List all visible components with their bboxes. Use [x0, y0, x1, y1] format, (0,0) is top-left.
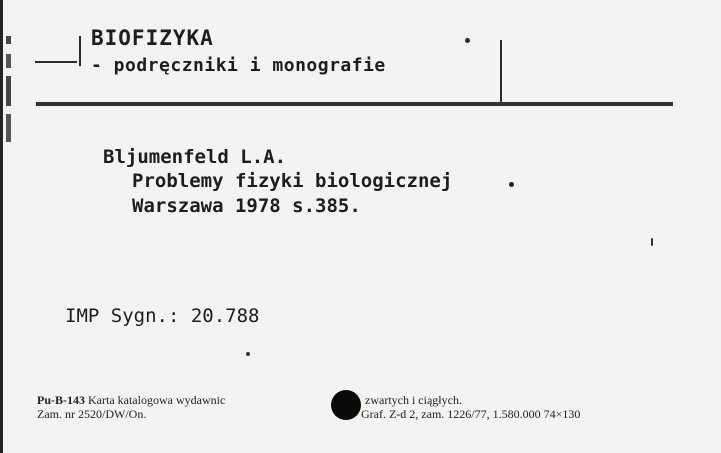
footer-text-1b: zwartych i ciągłych. [365, 393, 462, 407]
punch-hole [331, 390, 361, 420]
header-left-rule [35, 61, 77, 63]
author: Bljumenfeld L.A. [103, 146, 287, 168]
ink-speck [651, 238, 653, 246]
form-code: Pu-B-143 [37, 393, 85, 407]
header-dot [465, 38, 470, 43]
subject-subheading: - podręczniki i monografie [91, 55, 386, 76]
publication-info: Warszawa 1978 s.385. [132, 195, 361, 217]
footer-line-1-cont [365, 393, 462, 408]
footer-text-2b: Graf. Z-d 2, zam. 1226/77, 1.580.000 74×130 [361, 407, 581, 421]
footer-line-2-cont [361, 407, 580, 422]
header-left-bar [79, 36, 81, 66]
footer-line-1 [37, 393, 225, 408]
edge-stamp-mark [5, 36, 13, 146]
header-rule [36, 102, 673, 106]
order-number: Zam. nr 2520/DW/On. [37, 407, 147, 421]
footer-line-2 [37, 407, 146, 422]
ink-speck [246, 352, 250, 356]
subject-heading: BIOFIZYKA [91, 26, 214, 50]
call-number: IMP Sygn.: 20.788 [65, 305, 260, 327]
title-bullet [509, 182, 514, 187]
header-right-bar [500, 40, 502, 102]
footer-text-1a: Karta katalogowa wydawnic [88, 393, 226, 407]
book-title: Problemy fizyki biologicznej [132, 170, 453, 192]
